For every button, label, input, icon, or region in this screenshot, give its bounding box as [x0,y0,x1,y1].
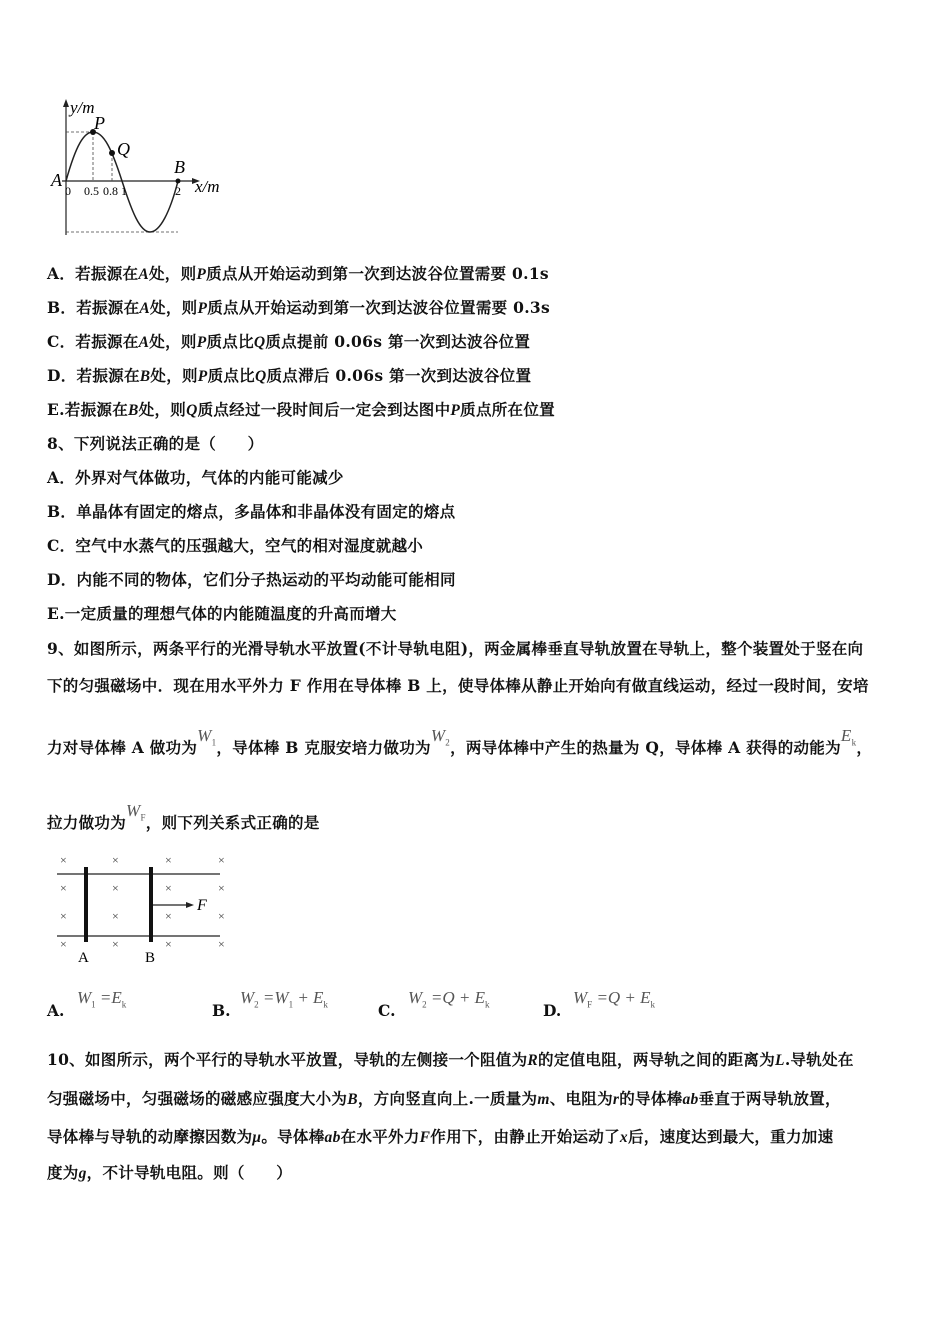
q8-stem: 8、下列说法正确的是（ ） [47,434,264,453]
svg-text:×: × [112,937,119,951]
q9-option-a-equation: $W_1 =E_k$ [77,988,127,1010]
point-p-label: P [94,113,105,133]
tick-2: 2 [175,184,181,198]
q8-option-a: A．外界对气体做功，气体的内能可能减少 [47,468,344,487]
symbol-ek: $E_k$ [840,726,857,748]
svg-text:×: × [60,909,67,923]
symbol-w2: $W_2$ [430,726,451,748]
q8-option-e: E.一定质量的理想气体的内能随温度的升高而增大 [47,604,397,623]
svg-text:×: × [218,853,225,867]
svg-text:×: × [165,881,172,895]
q10-stem-line4: 度为g，不计导轨电阻。则（ ） [47,1163,293,1182]
q9-stem-line2: 下的匀强磁场中．现在用水平外力 F 作用在导体棒 B 上，使导体棒从静止开始向有做直线运动，经过一段时间，安培 [47,676,869,695]
y-axis-label: y/m [70,98,95,117]
q7-option-e: E.若振源在B处，则Q质点经过一段时间后一定会到达图中P质点所在位置 [47,400,555,419]
q9-stem-line4: 拉力做功为$W_F$，则下列关系式正确的是 [47,801,320,832]
svg-text:×: × [60,937,67,951]
point-a-label: A [51,170,62,190]
svg-text:×: × [218,909,225,923]
q8-option-b: B．单晶体有固定的熔点，多晶体和非晶体没有固定的熔点 [47,502,456,521]
svg-text:×: × [60,881,67,895]
q9-option-b-equation: $W_2 =W_1 + E_k$ [240,988,328,1010]
q7-option-a: A．若振源在A处，则P质点从开始运动到第一次到达波谷位置需要 0.1s [47,264,549,283]
svg-text:×: × [112,909,119,923]
q8-option-c: C．空气中水蒸气的压强越大，空气的相对湿度就越小 [47,536,424,555]
symbol-wf: $W_F$ [126,801,146,823]
tick-0-8: 0.8 [103,184,118,198]
q9-option-c-equation: $W_2 =Q + E_k$ [408,988,490,1010]
svg-text:×: × [60,853,67,867]
q7-option-c: C．若振源在A处，则P质点比Q质点提前 0.06s 第一次到达波谷位置 [47,332,531,351]
svg-text:×: × [218,881,225,895]
q9-option-a: A. $W_1 =E_k$ [47,988,127,1020]
tick-1: 1 [121,184,127,198]
q9-option-d: D. $W_F =Q + E_k$ [543,988,656,1020]
q9-stem-line3: 力对导体棒 A 做功为$W_1$，导体棒 B 克服安培力做功为$W_2$，两导体棒中产生的热量为 Q，导体棒 A 获得的动能为$E_k$， [47,726,873,757]
rod-b-label: B [145,950,156,966]
svg-text:×: × [218,937,225,951]
force-label: F [197,897,207,914]
q10-stem-line2: 匀强磁场中，匀强磁场的磁感应强度大小为B，方向竖直向上.一质量为m、电阻为r的导体棒ab垂直于两导轨放置， [47,1089,841,1108]
q7-option-d: D．若振源在B处，则P质点比Q质点滞后 0.06s 第一次到达波谷位置 [47,366,532,385]
q9-option-d-equation: $W_F =Q + E_k$ [573,988,656,1010]
tick-0-5: 0.5 [84,184,99,198]
q10-stem-line3: 导体棒与导轨的动摩擦因数为μ。导体棒ab在水平外力F作用下，由静止开始运动了x后，速度达到最大，重力加速 [47,1127,834,1146]
wave-figure [40,95,240,245]
rod-a-label: A [78,950,89,966]
q9-option-c: C. $W_2 =Q + E_k$ [378,988,490,1020]
svg-text:×: × [165,937,172,951]
q8-option-d: D．内能不同的物体，它们分子热运动的平均动能可能相同 [47,570,456,589]
svg-text:×: × [112,853,119,867]
q9-option-b: B. $W_2 =W_1 + E_k$ [212,988,328,1020]
svg-text:×: × [165,853,172,867]
point-b-label: B [174,157,185,177]
q9-stem-line1: 9、如图所示，两条平行的光滑导轨水平放置(不计导轨电阻)，两金属棒垂直导轨放置在导轨上，整个装置处于竖在向 [47,639,864,658]
svg-text:×: × [112,881,119,895]
point-q-label: Q [117,139,130,159]
point-q-dot [109,150,115,156]
q10-stem-line1: 10、如图所示，两个平行的导轨水平放置，导轨的左侧接一个阻值为R的定值电阻，两导轨之间的距离为L.导轨处在 [47,1050,854,1069]
point-b-dot [176,179,181,184]
x-axis-label: x/m [195,177,220,196]
svg-text:×: × [165,909,172,923]
symbol-w1: $W_1$ [197,726,217,748]
rails-figure [52,850,242,968]
tick-0: 0 [65,184,71,198]
q7-option-b: B．若振源在A处，则P质点从开始运动到第一次到达波谷位置需要 0.3s [47,298,551,317]
